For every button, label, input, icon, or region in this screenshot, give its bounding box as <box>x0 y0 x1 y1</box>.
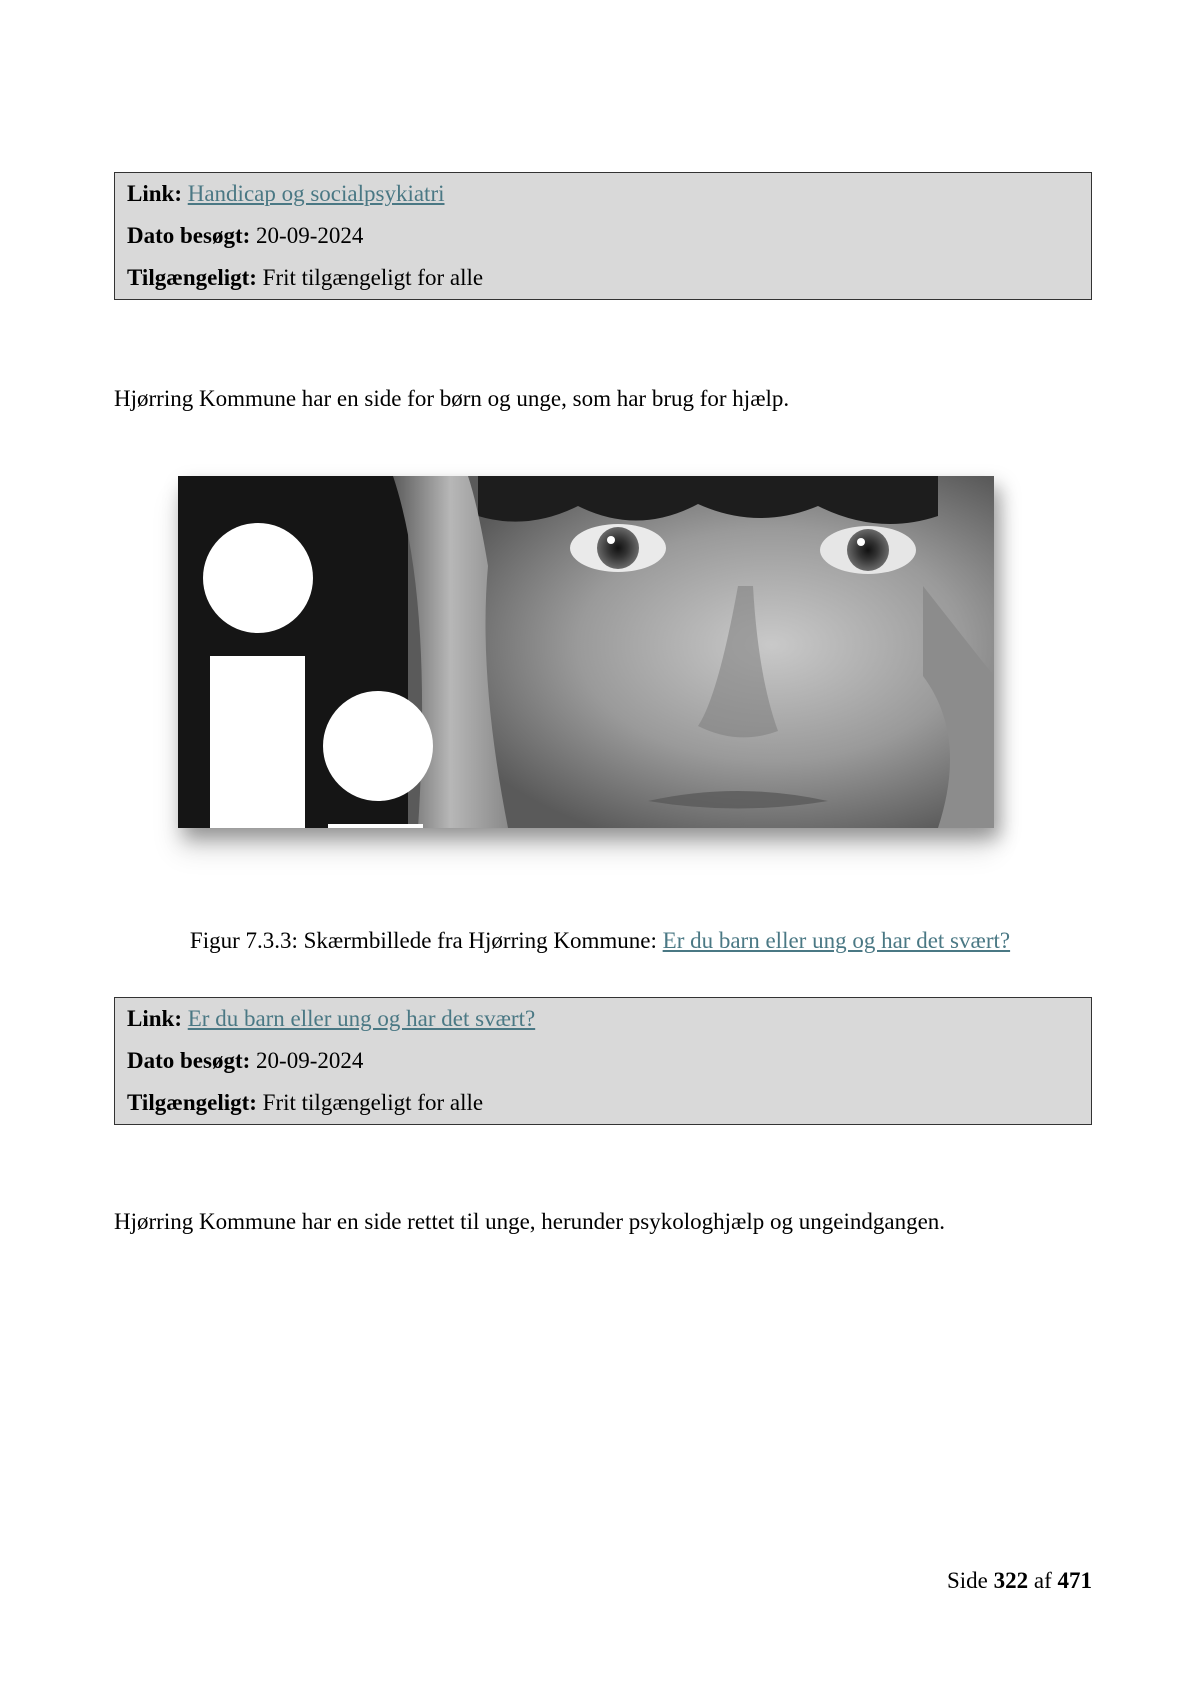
link-label: Link: <box>127 181 182 206</box>
link-label: Link: <box>127 1006 182 1031</box>
page-number: 322 <box>993 1568 1029 1593</box>
info-box-barn-ung <box>114 997 1092 1125</box>
access-label: Tilgængeligt: <box>127 265 257 290</box>
date-row <box>127 1040 1079 1082</box>
link-handicap-socialpsykiatri[interactable]: Handicap og socialpsykiatri <box>187 181 445 206</box>
date-row <box>127 215 1079 257</box>
figure-caption <box>0 926 1200 956</box>
figure-image <box>178 476 994 828</box>
footer-prefix: Side <box>946 1568 988 1593</box>
page-total: 471 <box>1057 1568 1092 1593</box>
access-row <box>127 257 1079 299</box>
link-row <box>127 998 1079 1040</box>
child-face-photo <box>178 476 994 828</box>
page-footer <box>947 1566 1092 1596</box>
date-value: 20-09-2024 <box>256 223 364 248</box>
footer-middle: af <box>1033 1568 1052 1593</box>
caption-text: Figur 7.3.3: Skærmbillede fra Hjørring Kommune: <box>189 928 663 953</box>
date-value: 20-09-2024 <box>256 1048 364 1073</box>
link-er-du-barn-eller-ung[interactable]: Er du barn eller ung og har det svært? <box>187 1006 536 1031</box>
access-row <box>127 1082 1079 1124</box>
paragraph-born-og-unge: Hjørring Kommune har en side for børn og unge, som har brug for hjælp. <box>114 386 790 411</box>
caption-link[interactable]: Er du barn eller ung og har det svært? <box>662 928 1011 953</box>
paragraph-unge: Hjørring Kommune har en side rettet til unge, herunder psykologhjælp og ungeindgangen. <box>114 1209 946 1234</box>
access-value: Frit tilgængeligt for alle <box>262 265 484 290</box>
access-value: Frit tilgængeligt for alle <box>262 1090 484 1115</box>
date-label: Dato besøgt: <box>127 223 251 248</box>
link-row <box>127 173 1079 215</box>
info-box-handicap <box>114 172 1092 300</box>
access-label: Tilgængeligt: <box>127 1090 257 1115</box>
date-label: Dato besøgt: <box>127 1048 251 1073</box>
